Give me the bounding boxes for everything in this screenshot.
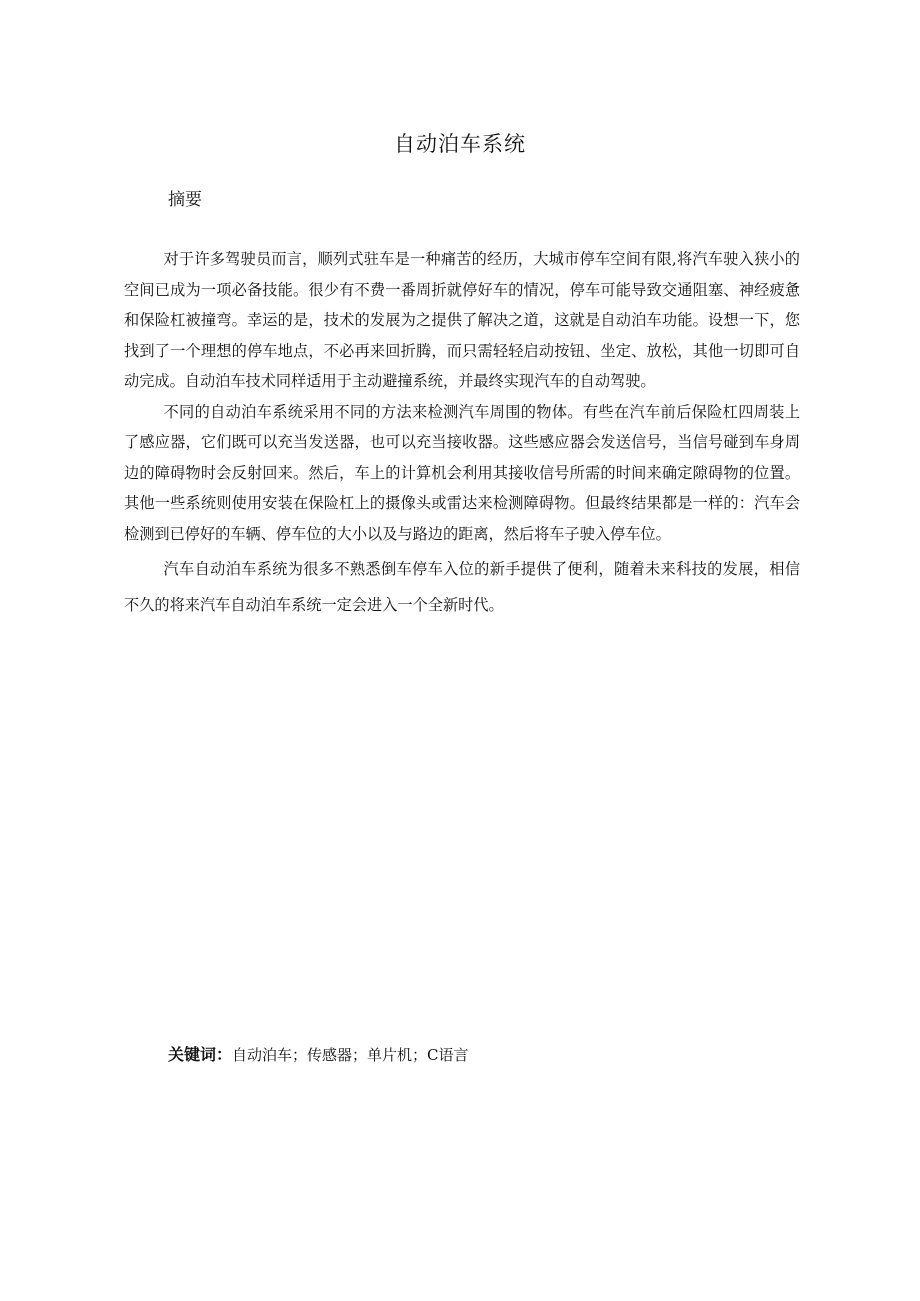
- abstract-body: [124, 244, 800, 623]
- document-title: 自动泊车系统: [394, 132, 526, 156]
- keywords-line: [168, 1042, 469, 1065]
- paragraph: 不同的自动泊车系统采用不同的方法来检测汽车周围的物体。有些在汽车前后保险杠四周装上了感应器，它们既可以充当发送器，也可以充当接收器。这些感应器会发送信号，当信号碰到车身周边的障碍物时会反射回来。然后，车上的计算机会利用其接收信号所需的时间来确定隙碍物的位置。其他一些系统则使用安装在保险杠上的摄像头或雷达来检测障碍物。但最终结果都是一样的：汽车会检测到已停好的车辆、停车位的大小以及与路边的距离，然后将车子驶入停车位。: [124, 402, 800, 543]
- keywords-label: 关键词：: [168, 1045, 233, 1064]
- paragraph: 对于许多驾驶员而言，顺列式驻车是一种痛苦的经历，大城市停车空间有限,将汽车驶入狭小的空间已成为一项必备技能。很少有不费一番周折就停好车的情况，停车可能导致交通阻塞、神经疲惫和保险杠被撞弯。幸运的是，技术的发展为之提供了解决之道，这就是自动泊车功能。设想一下，您找到了一个理想的停车地点，不必再来回折腾，而只需轻轻启动按钮、坐定、放松，其他一切即可自动完成。自动泊车技术同样适用于主动避撞系统，并最终实现汽车的自动驾驶。: [124, 250, 800, 390]
- paragraph: 汽车自动泊车系统为很多不熟悉倒车停车入位的新手提供了便利，随着未来科技的发展，相信不久的将来汽车自动泊车系统一定会进入一个全新时代。: [124, 560, 800, 614]
- abstract-heading: 摘要: [168, 190, 202, 210]
- keywords-value: 自动泊车；传感器；单片机；C语言: [232, 1046, 469, 1064]
